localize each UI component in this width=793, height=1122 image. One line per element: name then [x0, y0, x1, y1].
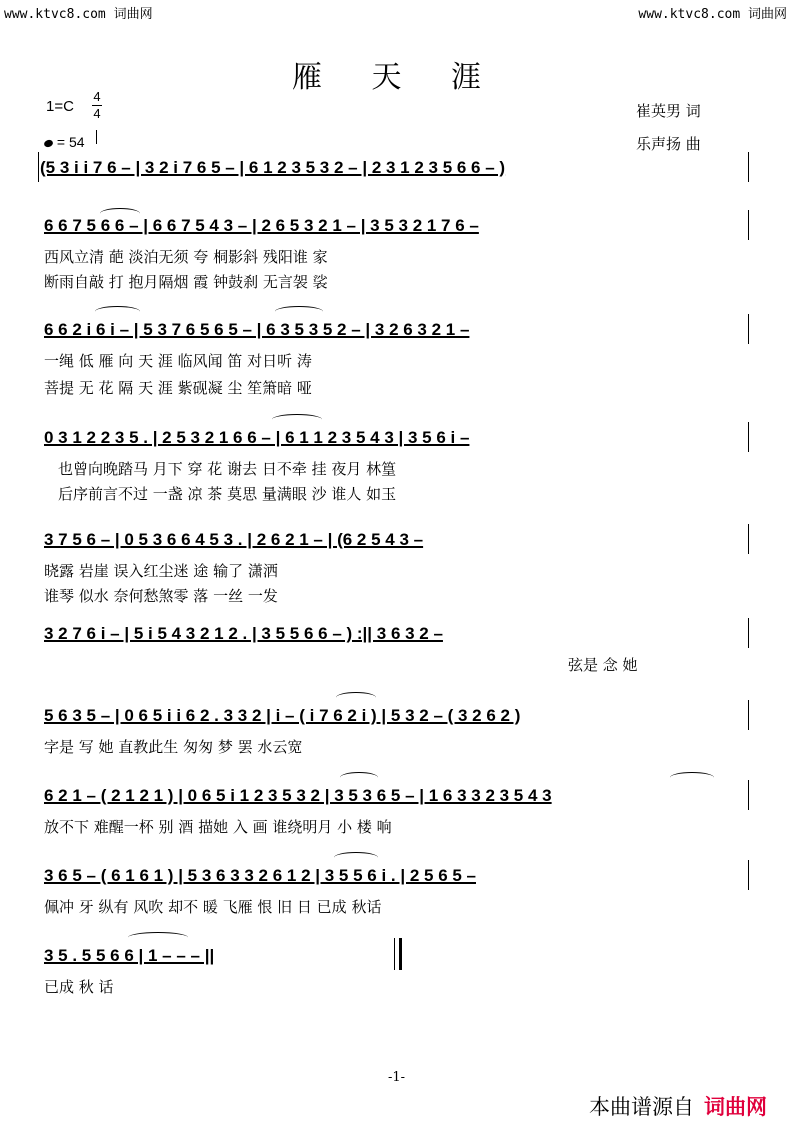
- barline: [748, 422, 749, 452]
- lyrics-verse-1: 已成 秋 话: [44, 978, 114, 996]
- lyrics-verse-2: 后序前言不过 一盏 凉 茶 莫思 量满眼 沙 谁人 如玉: [58, 485, 397, 503]
- lyrics-verse-1: 字是 写 她 直教此生 匆匆 梦 罢 水云宽: [44, 738, 303, 756]
- slur: [128, 932, 188, 943]
- slur: [272, 414, 322, 425]
- notes-line: 3 2 7 6 i – | 5 i 5 4 3 2 1 2 . | 3 5 5 6 6 – ) :|| 3 6 3 2 –: [44, 624, 443, 643]
- lyricist-credit: 崔英男 词: [636, 102, 701, 120]
- barline: [38, 152, 39, 182]
- time-signature-top: 4: [93, 89, 101, 104]
- notes-line: 5 6 3 5 – | 0 6 5 i i 6 2 . 3 3 2 | i – ( i 7 6 2 i ) | 5 3 2 – ( 3 2 6 2 ): [44, 706, 521, 725]
- barline: [748, 210, 749, 240]
- notes-line: 3 7 5 6 – | 0 5 3 6 6 4 5 3 . | 2 6 2 1 – | (6 2 5 4 3 –: [44, 530, 424, 549]
- notes-line: 3 6 5 – ( 6 1 6 1 ) | 5 3 6 3 3 2 6 1 2 | 3 5 5 6 i . | 2 5 6 5 –: [44, 866, 476, 885]
- lyrics-verse-1: 佩冲 牙 纵有 风吹 却不 暖 飞雁 恨 旧 日 已成 秋话: [44, 898, 382, 916]
- tempo-value: = 54: [56, 134, 85, 150]
- quarter-note-icon: [43, 139, 54, 149]
- note-stem: [96, 130, 97, 144]
- slur: [336, 692, 376, 703]
- watermark-left: www.ktvc8.com 词曲网: [4, 7, 153, 22]
- time-signature-bottom: 4: [93, 106, 101, 121]
- slur: [334, 852, 378, 863]
- barline: [748, 860, 749, 890]
- lyrics-verse-1: 一绳 低 雁 向 天 涯 临风闻 笛 对日听 涛: [44, 352, 312, 370]
- slur: [95, 306, 140, 317]
- lyrics-verse-2: 菩提 无 花 隔 天 涯 紫砚凝 尘 笙箫暗 哑: [44, 379, 312, 397]
- tempo-marking: [44, 134, 85, 150]
- lyrics-verse-1: 晓露 岩崖 误入红尘迷 途 输了 潇洒: [44, 562, 278, 580]
- lyrics-verse-2: 谁琴 似水 奈何愁煞零 落 一丝 一发: [44, 587, 278, 605]
- barline: [748, 152, 749, 182]
- slur: [340, 772, 378, 783]
- brand-link[interactable]: 词曲网: [704, 1095, 767, 1119]
- song-title: 雁 天 涯: [291, 60, 502, 95]
- lyrics-verse-2: 断雨自敲 打 抱月隔烟 霞 钟鼓刹 无言袈 裟: [44, 273, 328, 291]
- lyrics-verse-1: 西风立清 葩 淡泊无须 夸 桐影斜 残阳谁 家: [44, 248, 328, 266]
- notes-line: (5 3 i i 7 6 – | 3 2 i 7 6 5 – | 6 1 2 3 5 3 2 – | 2 3 1 2 3 5 6 6 – ): [40, 158, 506, 177]
- notes-line: 3 5 . 5 5 6 6 | 1 – – – ||: [44, 946, 215, 965]
- final-double-barline: [394, 938, 402, 970]
- notes-line: 6 6 7 5 6 6 – | 6 6 7 5 4 3 – | 2 6 5 3 2 1 – | 3 5 3 2 1 7 6 –: [44, 216, 479, 235]
- page-number: -1-: [387, 1070, 406, 1085]
- lyrics-verse-1: 弦是 念 她: [568, 656, 638, 674]
- source-text: 本曲谱源自: [589, 1095, 694, 1119]
- notes-line: 6 6 2 i 6 i – | 5 3 7 6 5 6 5 – | 6 3 5 3 5 2 – | 3 2 6 3 2 1 –: [44, 320, 470, 339]
- time-signature: [92, 90, 102, 121]
- barline: [748, 524, 749, 554]
- key-signature: 1=C: [46, 98, 74, 115]
- barline: [748, 314, 749, 344]
- source-footer: [589, 1091, 767, 1121]
- notes-line: 6 2 1 – ( 2 1 2 1 ) | 0 6 5 i 1 2 3 5 3 2 | 3 5 3 6 5 – | 1 6 3 3 2 3 5 4 3: [44, 786, 552, 805]
- watermark-right: www.ktvc8.com 词曲网: [638, 7, 787, 22]
- barline: [748, 618, 749, 648]
- composer-credit: 乐声扬 曲: [636, 135, 701, 153]
- lyrics-verse-1: 放不下 难醒一杯 别 酒 描她 入 画 谁绕明月 小 楼 响: [44, 818, 392, 836]
- slur: [275, 306, 323, 317]
- lyrics-verse-1: 也曾向晚踏马 月下 穿 花 谢去 日不牵 挂 夜月 林篁: [58, 460, 397, 478]
- barline: [748, 700, 749, 730]
- slur: [100, 208, 140, 219]
- barline: [748, 780, 749, 810]
- slur: [670, 772, 714, 783]
- notes-line: 0 3 1 2 2 3 5 . | 2 5 3 2 1 6 6 – | 6 1 1 2 3 5 4 3 | 3 5 6 i –: [44, 428, 470, 447]
